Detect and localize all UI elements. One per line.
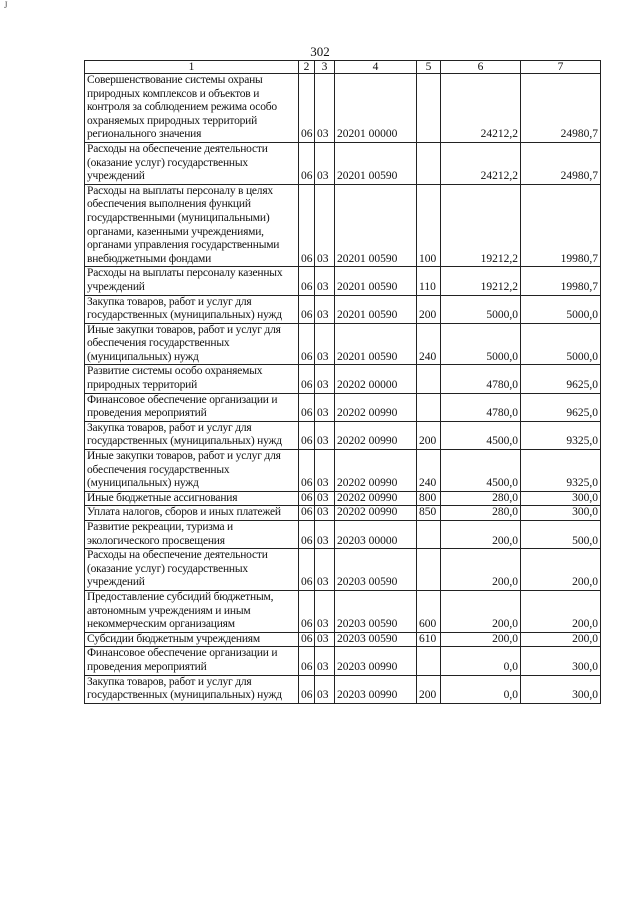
row-amount-year-2: 9625,0	[521, 365, 601, 393]
row-name: Иные закупки товаров, работ и услуг для обеспечения государственных (муниципальных) нужд	[85, 450, 299, 492]
row-section: 06	[299, 491, 315, 506]
row-name: Развитие системы особо охраняемых природных территорий	[85, 365, 299, 393]
row-target-article: 20201 00000	[335, 74, 417, 143]
table-row	[85, 549, 601, 591]
table-row	[85, 267, 601, 295]
row-section: 06	[299, 184, 315, 267]
table-row	[85, 421, 601, 449]
row-section: 06	[299, 549, 315, 591]
row-expense-type: 110	[417, 267, 441, 295]
header-row	[85, 61, 601, 74]
row-target-article: 20202 00990	[335, 506, 417, 521]
row-target-article: 20203 00990	[335, 675, 417, 703]
row-amount-year-2: 200,0	[521, 549, 601, 591]
row-expense-type	[417, 549, 441, 591]
row-section: 06	[299, 421, 315, 449]
row-amount-year-1: 280,0	[441, 491, 521, 506]
row-amount-year-2: 300,0	[521, 647, 601, 675]
table-row	[85, 393, 601, 421]
row-amount-year-2: 200,0	[521, 590, 601, 632]
row-amount-year-1: 24212,2	[441, 142, 521, 184]
row-amount-year-1: 19212,2	[441, 267, 521, 295]
row-amount-year-1: 5000,0	[441, 295, 521, 323]
row-name: Иные закупки товаров, работ и услуг для обеспечения государственных (муниципальных) нужд	[85, 323, 299, 365]
row-amount-year-2: 300,0	[521, 491, 601, 506]
table-row	[85, 632, 601, 647]
row-subsection: 03	[315, 675, 335, 703]
row-subsection: 03	[315, 506, 335, 521]
row-expense-type	[417, 365, 441, 393]
row-amount-year-1: 4780,0	[441, 365, 521, 393]
header-cell-expense-type: 5	[417, 61, 441, 74]
row-expense-type: 600	[417, 590, 441, 632]
row-target-article: 20202 00990	[335, 421, 417, 449]
row-amount-year-1: 19212,2	[441, 184, 521, 267]
table-row	[85, 142, 601, 184]
table-row	[85, 74, 601, 143]
row-target-article: 20202 00990	[335, 450, 417, 492]
row-target-article: 20203 00990	[335, 647, 417, 675]
row-subsection: 03	[315, 491, 335, 506]
table-header	[85, 61, 601, 74]
row-amount-year-1: 5000,0	[441, 323, 521, 365]
row-name: Субсидии бюджетным учреждениям	[85, 632, 299, 647]
row-subsection: 03	[315, 521, 335, 549]
row-subsection: 03	[315, 365, 335, 393]
row-amount-year-1: 4780,0	[441, 393, 521, 421]
row-expense-type: 800	[417, 491, 441, 506]
row-subsection: 03	[315, 142, 335, 184]
row-expense-type: 200	[417, 295, 441, 323]
row-subsection: 03	[315, 647, 335, 675]
row-amount-year-1: 0,0	[441, 675, 521, 703]
row-expense-type	[417, 74, 441, 143]
row-expense-type	[417, 521, 441, 549]
row-expense-type: 240	[417, 323, 441, 365]
row-name: Расходы на обеспечение деятельности (оказание услуг) государственных учреждений	[85, 142, 299, 184]
row-name: Развитие рекреации, туризма и экологического просвещения	[85, 521, 299, 549]
header-cell-section: 2	[299, 61, 315, 74]
row-section: 06	[299, 365, 315, 393]
row-name: Закупка товаров, работ и услуг для государственных (муниципальных) нужд	[85, 421, 299, 449]
row-amount-year-2: 5000,0	[521, 295, 601, 323]
row-name: Предоставление субсидий бюджетным, автономным учреждениям и иным некоммерческим организациям	[85, 590, 299, 632]
page-number: 302	[310, 44, 330, 59]
row-target-article: 20203 00590	[335, 590, 417, 632]
header-cell-name: 1	[85, 61, 299, 74]
row-name: Расходы на выплаты персоналу в целях обеспечения выполнения функций государственными (муниципальными) органами, казенными учреждениями, органами управления государственными внебюджетными фондами	[85, 184, 299, 267]
row-subsection: 03	[315, 323, 335, 365]
row-target-article: 20201 00590	[335, 142, 417, 184]
row-target-article: 20201 00590	[335, 184, 417, 267]
row-section: 06	[299, 74, 315, 143]
row-target-article: 20203 00590	[335, 549, 417, 591]
row-amount-year-1: 4500,0	[441, 450, 521, 492]
budget-table	[84, 60, 601, 704]
row-section: 06	[299, 142, 315, 184]
row-amount-year-2: 300,0	[521, 675, 601, 703]
table-row	[85, 491, 601, 506]
row-amount-year-1: 0,0	[441, 647, 521, 675]
header-cell-target-article: 4	[335, 61, 417, 74]
row-amount-year-1: 200,0	[441, 590, 521, 632]
table-row	[85, 521, 601, 549]
row-name: Совершенствование системы охраны природных комплексов и объектов и контроля за соблюдением режима особо охраняемых природных территорий регионального значения	[85, 74, 299, 143]
row-amount-year-1: 200,0	[441, 521, 521, 549]
row-target-article: 20201 00590	[335, 323, 417, 365]
row-name: Расходы на выплаты персоналу казенных учреждений	[85, 267, 299, 295]
row-amount-year-2: 500,0	[521, 521, 601, 549]
table-row	[85, 365, 601, 393]
row-subsection: 03	[315, 267, 335, 295]
row-section: 06	[299, 521, 315, 549]
corner-mark: J	[4, 0, 8, 10]
row-amount-year-1: 4500,0	[441, 421, 521, 449]
row-subsection: 03	[315, 393, 335, 421]
row-section: 06	[299, 450, 315, 492]
table-row	[85, 590, 601, 632]
row-subsection: 03	[315, 590, 335, 632]
row-expense-type: 100	[417, 184, 441, 267]
row-target-article: 20202 00990	[335, 491, 417, 506]
row-subsection: 03	[315, 295, 335, 323]
row-subsection: 03	[315, 632, 335, 647]
row-expense-type	[417, 142, 441, 184]
row-amount-year-2: 19980,7	[521, 184, 601, 267]
row-section: 06	[299, 267, 315, 295]
row-expense-type: 200	[417, 421, 441, 449]
row-subsection: 03	[315, 549, 335, 591]
row-subsection: 03	[315, 184, 335, 267]
row-expense-type: 200	[417, 675, 441, 703]
row-amount-year-2: 19980,7	[521, 267, 601, 295]
row-target-article: 20203 00000	[335, 521, 417, 549]
row-expense-type: 610	[417, 632, 441, 647]
row-name: Финансовое обеспечение организации и проведения мероприятий	[85, 647, 299, 675]
row-section: 06	[299, 295, 315, 323]
table-row	[85, 450, 601, 492]
row-target-article: 20202 00000	[335, 365, 417, 393]
header-cell-year-1: 6	[441, 61, 521, 74]
table-row	[85, 647, 601, 675]
row-amount-year-2: 5000,0	[521, 323, 601, 365]
row-section: 06	[299, 393, 315, 421]
row-subsection: 03	[315, 74, 335, 143]
row-amount-year-2: 300,0	[521, 506, 601, 521]
row-amount-year-2: 24980,7	[521, 74, 601, 143]
header-cell-subsection: 3	[315, 61, 335, 74]
header-cell-year-2: 7	[521, 61, 601, 74]
row-section: 06	[299, 323, 315, 365]
row-amount-year-2: 200,0	[521, 632, 601, 647]
row-name: Закупка товаров, работ и услуг для государственных (муниципальных) нужд	[85, 675, 299, 703]
table-row	[85, 506, 601, 521]
row-subsection: 03	[315, 421, 335, 449]
row-target-article: 20201 00590	[335, 295, 417, 323]
row-name: Расходы на обеспечение деятельности (оказание услуг) государственных учреждений	[85, 549, 299, 591]
row-section: 06	[299, 675, 315, 703]
table-row	[85, 295, 601, 323]
row-section: 06	[299, 647, 315, 675]
table-body	[85, 74, 601, 704]
row-section: 06	[299, 590, 315, 632]
row-amount-year-2: 24980,7	[521, 142, 601, 184]
table-row	[85, 323, 601, 365]
row-expense-type	[417, 393, 441, 421]
row-amount-year-1: 24212,2	[441, 74, 521, 143]
row-expense-type: 240	[417, 450, 441, 492]
row-name: Закупка товаров, работ и услуг для государственных (муниципальных) нужд	[85, 295, 299, 323]
row-amount-year-1: 200,0	[441, 549, 521, 591]
row-amount-year-2: 9325,0	[521, 421, 601, 449]
row-amount-year-2: 9625,0	[521, 393, 601, 421]
row-amount-year-1: 200,0	[441, 632, 521, 647]
row-target-article: 20201 00590	[335, 267, 417, 295]
row-expense-type: 850	[417, 506, 441, 521]
row-section: 06	[299, 632, 315, 647]
row-subsection: 03	[315, 450, 335, 492]
row-expense-type	[417, 647, 441, 675]
row-name: Финансовое обеспечение организации и проведения мероприятий	[85, 393, 299, 421]
row-target-article: 20202 00990	[335, 393, 417, 421]
row-name: Уплата налогов, сборов и иных платежей	[85, 506, 299, 521]
row-target-article: 20203 00590	[335, 632, 417, 647]
table-row	[85, 675, 601, 703]
row-amount-year-2: 9325,0	[521, 450, 601, 492]
row-name: Иные бюджетные ассигнования	[85, 491, 299, 506]
table-row	[85, 184, 601, 267]
row-amount-year-1: 280,0	[441, 506, 521, 521]
row-section: 06	[299, 506, 315, 521]
